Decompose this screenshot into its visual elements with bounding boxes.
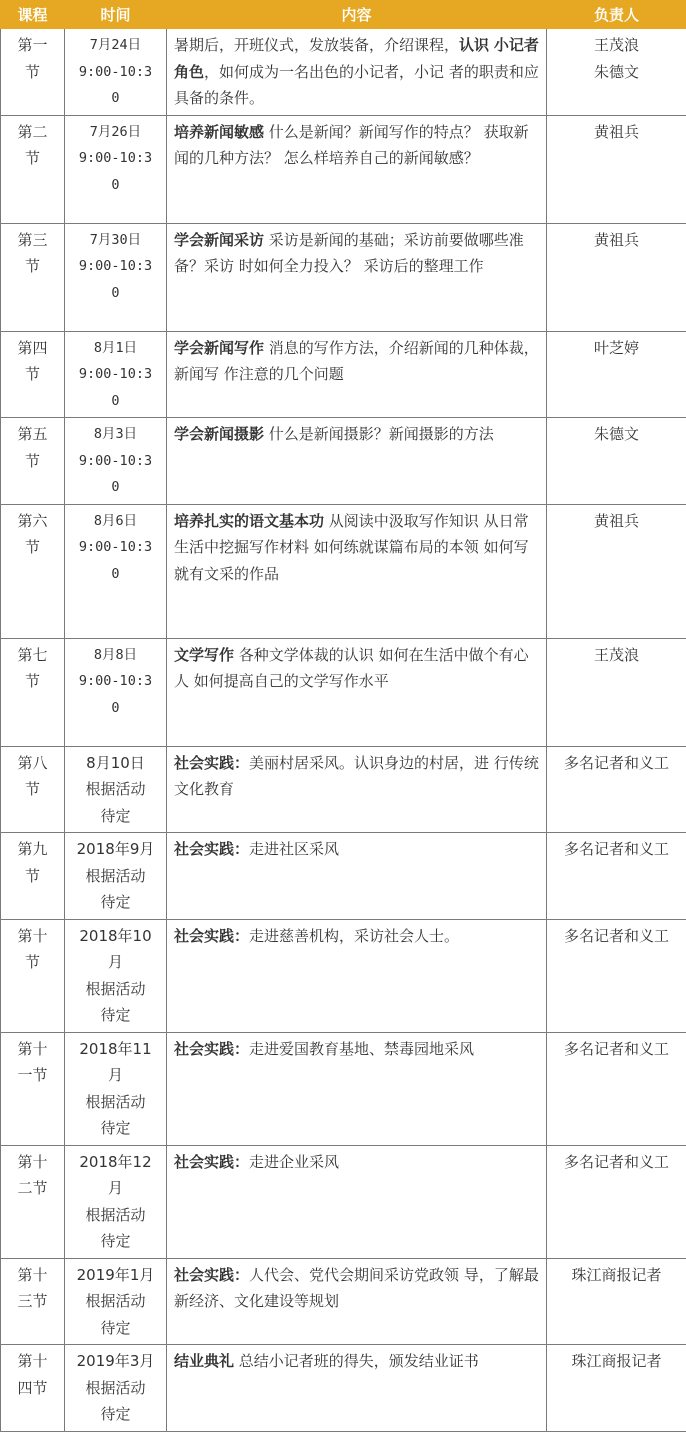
- table-row: [1, 746, 686, 833]
- content-text: 如何提高自己的文学写作水平: [194, 672, 389, 690]
- content-text: 采访是新闻的基础；采访前要做哪些准备？采访: [174, 231, 524, 276]
- content-title: 学会新闻采访: [174, 231, 264, 249]
- table-row: [1, 29, 686, 116]
- lesson-text: 节: [6, 863, 59, 890]
- person-cell: [547, 223, 686, 331]
- person-cell: [547, 746, 686, 833]
- lesson-text: 第五: [6, 421, 59, 448]
- lesson-text: 第十: [6, 923, 59, 950]
- content-cell: [167, 418, 547, 505]
- lesson-text: 第一: [6, 32, 59, 59]
- lesson-text: 节: [6, 534, 59, 561]
- time-cell: [65, 919, 167, 1032]
- time-text: 月: [70, 1062, 161, 1089]
- content-text: 从阅读中汲取写作知识: [329, 512, 479, 530]
- time-text: 7月26日: [70, 119, 161, 146]
- content-cell: [167, 746, 547, 833]
- lesson-text: 节: [6, 253, 59, 280]
- lesson-cell: [1, 331, 65, 418]
- person-cell: [547, 504, 686, 638]
- content-text: 从日常生活中挖掘写作材料: [174, 512, 529, 557]
- lesson-text: 节: [6, 59, 59, 86]
- time-text: 0: [70, 388, 161, 415]
- table-row: [1, 223, 686, 331]
- content-cell: [167, 504, 547, 638]
- person-text: 黄祖兵: [552, 508, 681, 535]
- person-text: 多名记者和义工: [552, 836, 681, 863]
- lesson-text: 节: [6, 949, 59, 976]
- content-text: 采访后的整理工作: [364, 257, 484, 275]
- content-label: 社会实践：: [174, 754, 249, 772]
- time-text: 月: [70, 1175, 161, 1202]
- time-text: 待定: [70, 1315, 161, 1342]
- time-text: 0: [70, 85, 161, 112]
- time-text: 根据活动: [70, 1202, 161, 1229]
- time-text: 9:00-10:3: [70, 361, 161, 388]
- lesson-cell: [1, 1032, 65, 1145]
- time-cell: [65, 223, 167, 331]
- time-text: 7月24日: [70, 32, 161, 59]
- content-cell: [167, 919, 547, 1032]
- content-title: 结业典礼: [174, 1352, 234, 1370]
- time-cell: [65, 504, 167, 638]
- content-label: 社会实践：: [174, 840, 249, 858]
- content-text: 什么是新闻摄影？新闻摄影的方法: [269, 425, 494, 443]
- time-text: 待定: [70, 1401, 161, 1428]
- header-content: 内容: [167, 1, 547, 29]
- content-text: ，如何成为一名出色的小记者，小记: [204, 63, 444, 81]
- person-cell: [547, 1032, 686, 1145]
- time-text: 2018年9月: [70, 836, 161, 863]
- person-cell: [547, 29, 686, 116]
- person-text: 王茂浪: [552, 642, 681, 669]
- content-cell: [167, 1032, 547, 1145]
- person-text: 多名记者和义工: [552, 1149, 681, 1176]
- content-text: 走进慈善机构，采访社会人士。: [249, 927, 459, 945]
- content-label: 社会实践：: [174, 1266, 249, 1284]
- lesson-cell: [1, 29, 65, 116]
- time-text: 8月6日: [70, 508, 161, 535]
- person-cell: [547, 638, 686, 746]
- content-text: 走进企业采风: [249, 1153, 339, 1171]
- content-text: 时如何全力投入？: [239, 257, 359, 275]
- time-text: 待定: [70, 889, 161, 916]
- time-text: 月: [70, 949, 161, 976]
- person-text: 多名记者和义工: [552, 923, 681, 950]
- content-title: 培养新闻敏感: [174, 123, 264, 141]
- content-cell: [167, 1258, 547, 1345]
- time-text: 8月1日: [70, 335, 161, 362]
- lesson-text: 四节: [6, 1375, 59, 1402]
- table-row: [1, 833, 686, 920]
- time-text: 根据活动: [70, 776, 161, 803]
- person-text: 朱德文: [552, 59, 681, 86]
- content-text: 导，了解最新经济、文化建设等规划: [174, 1266, 539, 1311]
- person-cell: [547, 331, 686, 418]
- time-text: 9:00-10:3: [70, 253, 161, 280]
- time-text: 待定: [70, 1002, 161, 1029]
- time-text: 2019年1月: [70, 1262, 161, 1289]
- table-row: [1, 1145, 686, 1258]
- lesson-cell: [1, 1258, 65, 1345]
- lesson-text: 第二: [6, 119, 59, 146]
- lesson-text: 第三: [6, 227, 59, 254]
- lesson-text: 第九: [6, 836, 59, 863]
- lesson-cell: [1, 833, 65, 920]
- time-cell: [65, 115, 167, 223]
- time-text: 8月3日: [70, 421, 161, 448]
- lesson-text: 节: [6, 145, 59, 172]
- content-text: 如何写就有文采的作品: [174, 538, 529, 583]
- time-text: 8月10日: [70, 750, 161, 777]
- content-text: 走进社区采风: [249, 840, 339, 858]
- content-title: 文学写作: [174, 646, 234, 664]
- table-row: [1, 115, 686, 223]
- time-text: 0: [70, 695, 161, 722]
- time-cell: [65, 1345, 167, 1432]
- content-text: 暑期后，开班仪式，发放装备，介绍课程，: [174, 36, 459, 54]
- table-row: [1, 919, 686, 1032]
- table-row: [1, 504, 686, 638]
- lesson-text: 节: [6, 668, 59, 695]
- content-cell: [167, 223, 547, 331]
- person-cell: [547, 833, 686, 920]
- lesson-cell: [1, 919, 65, 1032]
- lesson-cell: [1, 418, 65, 505]
- time-text: 7月30日: [70, 227, 161, 254]
- time-text: 0: [70, 561, 161, 588]
- time-text: 根据活动: [70, 976, 161, 1003]
- content-text: 如何练就谋篇布局的本领: [314, 538, 479, 556]
- time-text: 9:00-10:3: [70, 145, 161, 172]
- lesson-text: 第七: [6, 642, 59, 669]
- content-text: 行传统文化教育: [174, 754, 539, 799]
- time-cell: [65, 418, 167, 505]
- person-cell: [547, 1345, 686, 1432]
- lesson-cell: [1, 115, 65, 223]
- time-cell: [65, 638, 167, 746]
- lesson-cell: [1, 638, 65, 746]
- time-text: 根据活动: [70, 1288, 161, 1315]
- time-text: 9:00-10:3: [70, 534, 161, 561]
- person-text: 黄祖兵: [552, 227, 681, 254]
- time-text: 0: [70, 280, 161, 307]
- time-text: 8月8日: [70, 642, 161, 669]
- lesson-text: 节: [6, 361, 59, 388]
- content-text: 获取新闻的几种方法？: [174, 123, 529, 168]
- content-label: 社会实践：: [174, 1153, 249, 1171]
- content-label: 社会实践：: [174, 927, 249, 945]
- time-text: 9:00-10:3: [70, 448, 161, 475]
- time-cell: [65, 29, 167, 116]
- content-text: 如何在生活中做个有心人: [174, 646, 529, 691]
- content-cell: [167, 833, 547, 920]
- content-text: 什么是新闻？新闻写作的特点？: [269, 123, 479, 141]
- content-text: 走进爱国教育基地、禁毒园地采风: [249, 1040, 474, 1058]
- content-cell: [167, 29, 547, 116]
- table-row: [1, 638, 686, 746]
- time-text: 待定: [70, 1115, 161, 1142]
- person-text: 朱德文: [552, 421, 681, 448]
- person-text: 黄祖兵: [552, 119, 681, 146]
- table-row: [1, 331, 686, 418]
- lesson-text: 第六: [6, 508, 59, 535]
- person-cell: [547, 418, 686, 505]
- content-text: 人代会、党代会期间采访党政领: [249, 1266, 459, 1284]
- lesson-text: 第十: [6, 1262, 59, 1289]
- lesson-cell: [1, 746, 65, 833]
- table-row: [1, 418, 686, 505]
- content-cell: [167, 1345, 547, 1432]
- header-time: 时间: [65, 1, 167, 29]
- person-text: 王茂浪: [552, 32, 681, 59]
- time-text: 0: [70, 474, 161, 501]
- lesson-cell: [1, 504, 65, 638]
- person-cell: [547, 1145, 686, 1258]
- content-text: 作注意的几个问题: [224, 365, 344, 383]
- table-body: [1, 29, 686, 1432]
- lesson-cell: [1, 1145, 65, 1258]
- time-cell: [65, 1032, 167, 1145]
- time-text: 0: [70, 172, 161, 199]
- content-cell: [167, 115, 547, 223]
- time-cell: [65, 1258, 167, 1345]
- lesson-text: 二节: [6, 1175, 59, 1202]
- content-title: 学会新闻摄影: [174, 425, 264, 443]
- time-text: 2018年10: [70, 923, 161, 950]
- person-text: 多名记者和义工: [552, 1036, 681, 1063]
- header-lesson: 课程: [1, 1, 65, 29]
- person-text: 多名记者和义工: [552, 750, 681, 777]
- table-header-row: [1, 1, 686, 29]
- table-row: [1, 1345, 686, 1432]
- lesson-cell: [1, 1345, 65, 1432]
- lesson-text: 第四: [6, 335, 59, 362]
- time-text: 2018年11: [70, 1036, 161, 1063]
- lesson-cell: [1, 223, 65, 331]
- lesson-text: 第十: [6, 1036, 59, 1063]
- content-text: 消息的写作方法，介绍新闻的几种体裁，新闻写: [174, 339, 539, 384]
- content-title: 培养扎实的语文基本功: [174, 512, 324, 530]
- time-text: 待定: [70, 803, 161, 830]
- person-cell: [547, 115, 686, 223]
- time-text: 根据活动: [70, 1375, 161, 1402]
- person-cell: [547, 1258, 686, 1345]
- time-cell: [65, 746, 167, 833]
- person-text: 叶芝婷: [552, 335, 681, 362]
- time-text: 2018年12: [70, 1149, 161, 1176]
- lesson-text: 节: [6, 776, 59, 803]
- lesson-text: 第十: [6, 1348, 59, 1375]
- time-text: 9:00-10:3: [70, 59, 161, 86]
- content-text: 怎么样培养自己的新闻敏感？: [284, 149, 479, 167]
- header-person: 负责人: [547, 1, 686, 29]
- lesson-text: 节: [6, 448, 59, 475]
- content-cell: [167, 1145, 547, 1258]
- time-cell: [65, 1145, 167, 1258]
- content-cell: [167, 638, 547, 746]
- lesson-text: 一节: [6, 1062, 59, 1089]
- lesson-text: 三节: [6, 1288, 59, 1315]
- table-row: [1, 1258, 686, 1345]
- content-text: 总结小记者班的得失，颁发结业证书: [239, 1352, 479, 1370]
- person-cell: [547, 919, 686, 1032]
- content-cell: [167, 331, 547, 418]
- content-bold-text: 认识: [459, 36, 489, 54]
- time-text: 根据活动: [70, 1089, 161, 1116]
- content-bold-text: 小记者角色: [174, 36, 539, 81]
- lesson-text: 第十: [6, 1149, 59, 1176]
- lesson-text: 第八: [6, 750, 59, 777]
- content-text: 美丽村居采风。认识身边的村居，进: [249, 754, 489, 772]
- content-text: 各种文学体裁的认识: [239, 646, 374, 664]
- person-text: 珠江商报记者: [552, 1262, 681, 1289]
- content-text: 者的职责和应具备的条件。: [174, 63, 539, 108]
- time-cell: [65, 833, 167, 920]
- table-row: [1, 1032, 686, 1145]
- time-text: 待定: [70, 1228, 161, 1255]
- content-title: 学会新闻写作: [174, 339, 264, 357]
- time-text: 2019年3月: [70, 1348, 161, 1375]
- content-label: 社会实践：: [174, 1040, 249, 1058]
- time-cell: [65, 331, 167, 418]
- time-text: 9:00-10:3: [70, 668, 161, 695]
- person-text: 珠江商报记者: [552, 1348, 681, 1375]
- time-text: 根据活动: [70, 863, 161, 890]
